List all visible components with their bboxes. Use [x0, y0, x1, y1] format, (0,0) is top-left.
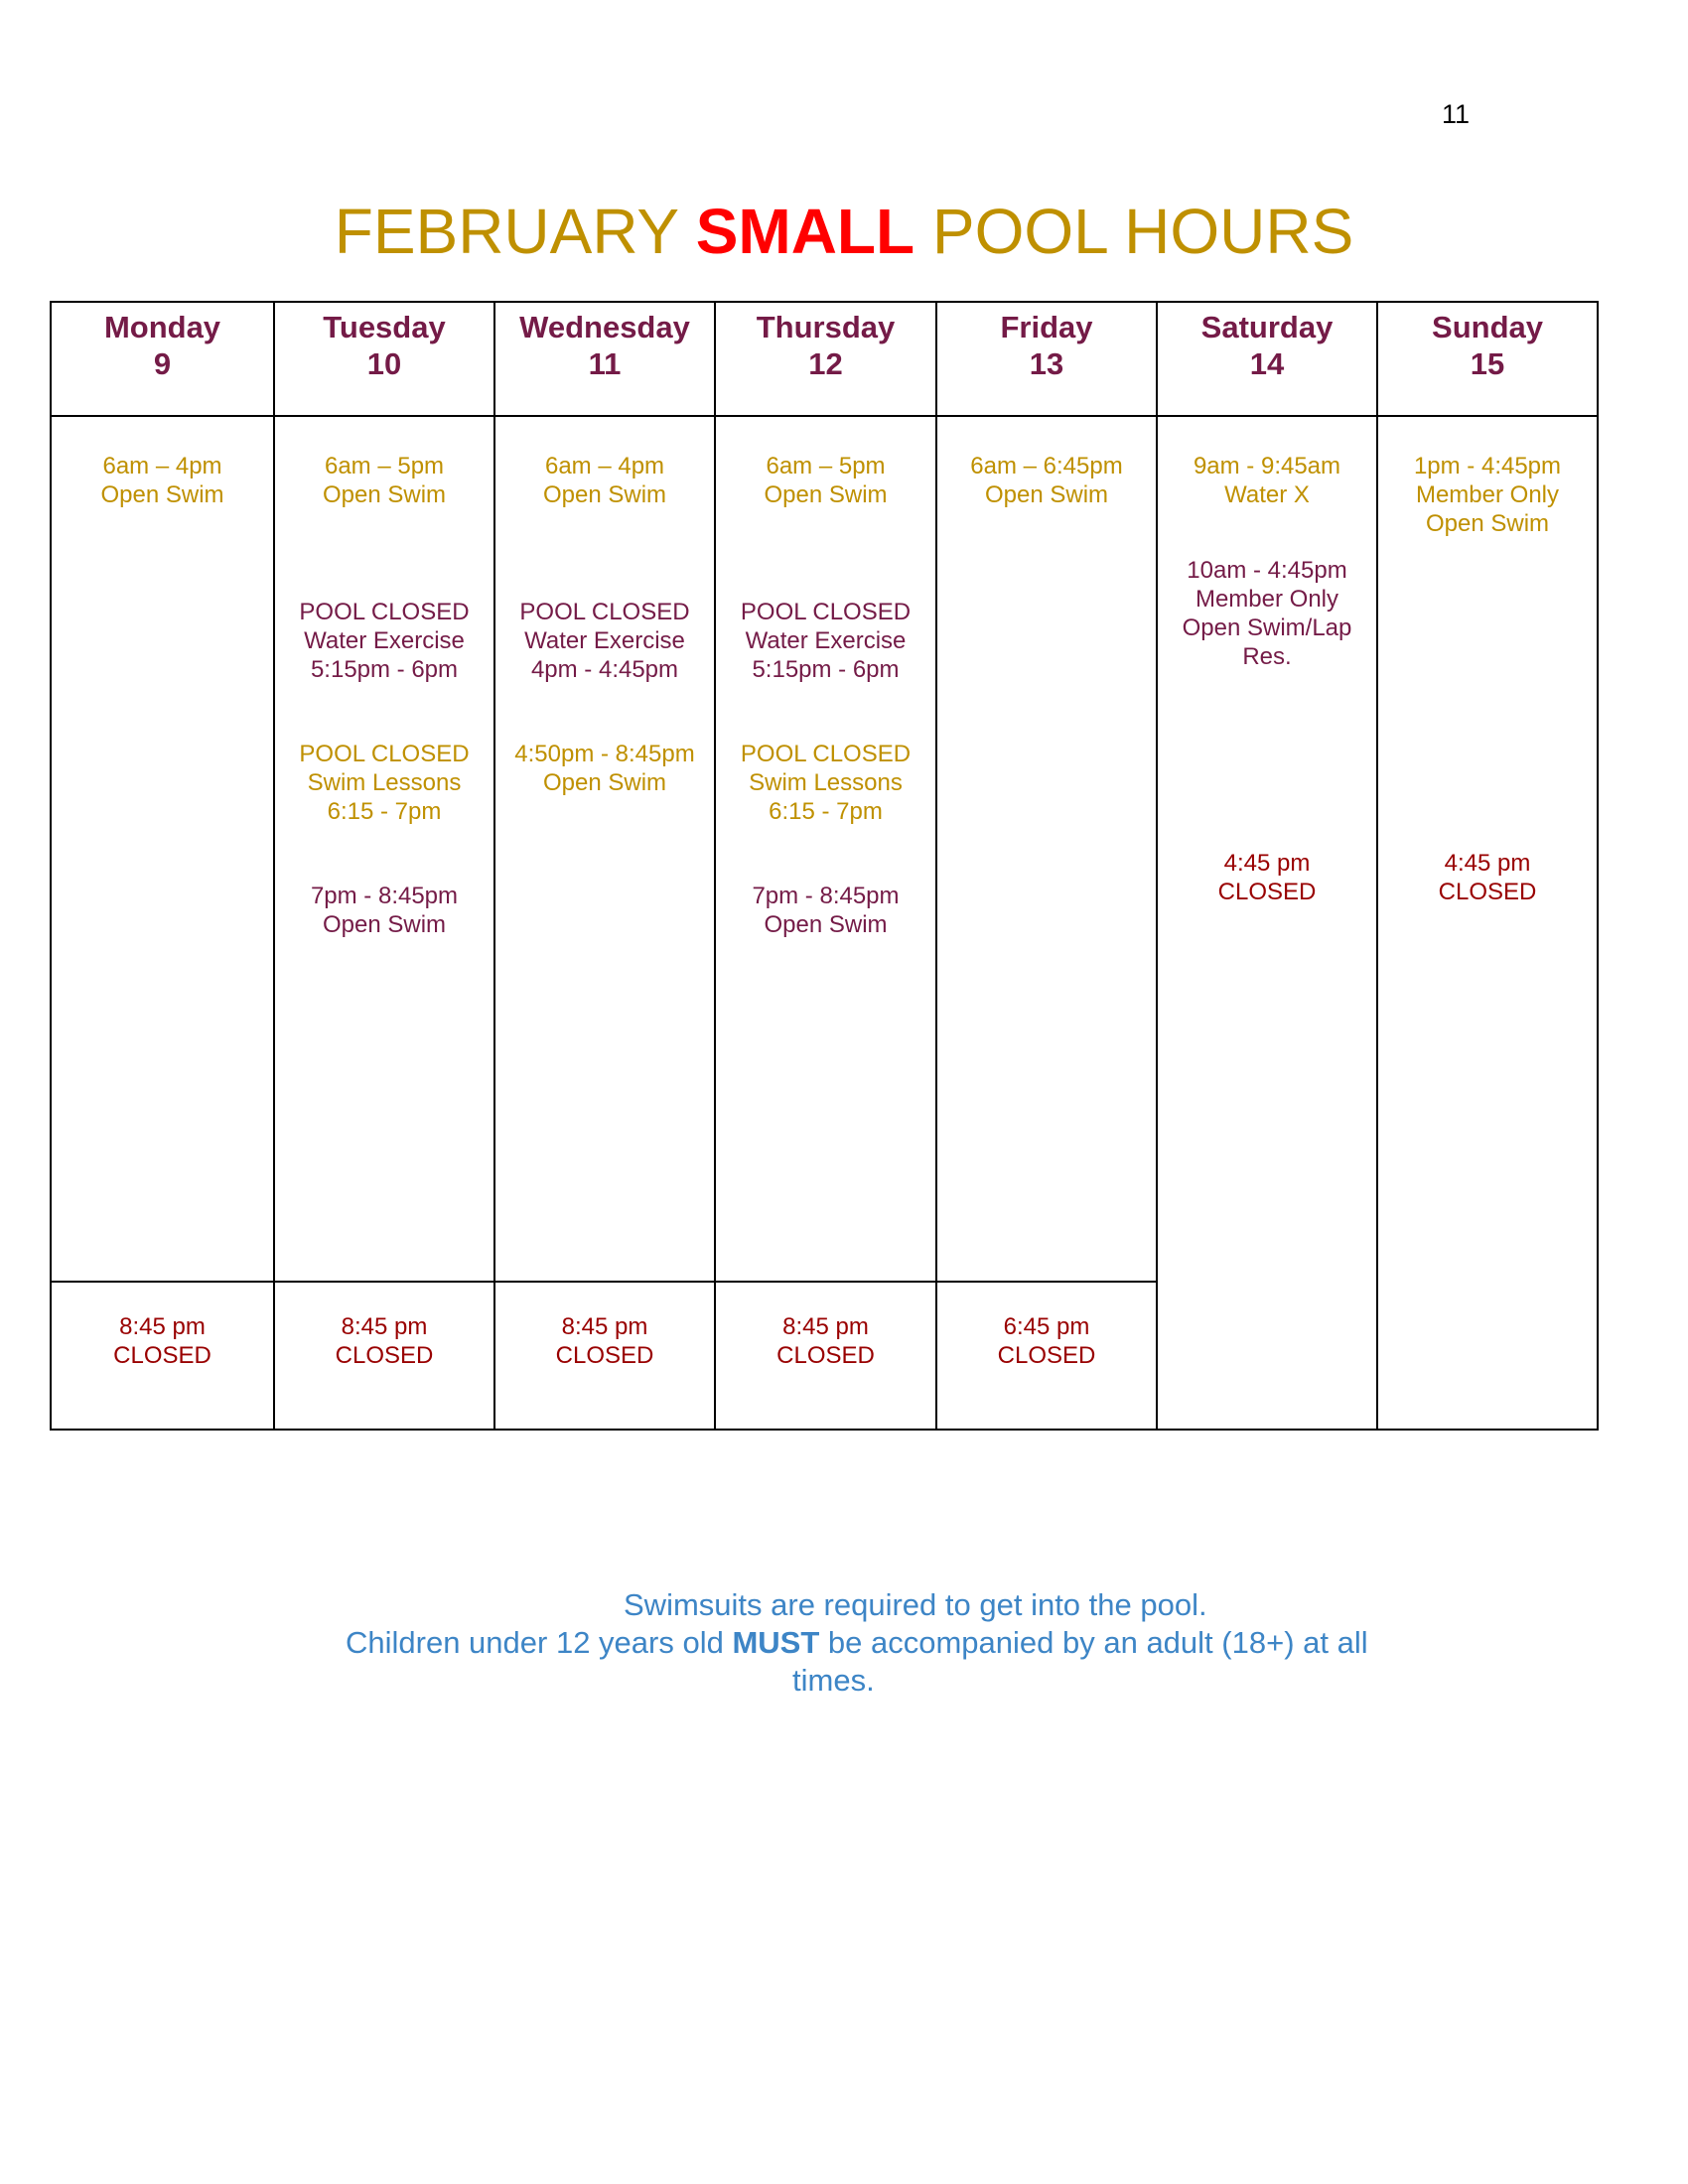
day-name: Friday: [1000, 310, 1093, 344]
day-name: Monday: [103, 310, 221, 344]
tuesday-schedule: [273, 415, 495, 1283]
day-date: 11: [588, 346, 622, 381]
schedule-block: 9am - 9:45am Water X: [1193, 453, 1341, 508]
thursday-schedule: [714, 415, 937, 1283]
header-monday: [50, 301, 275, 417]
monday-schedule: [50, 415, 275, 1283]
schedule-block: 6am – 4pm Open Swim: [100, 453, 224, 508]
header-saturday: [1156, 301, 1378, 417]
header-tuesday: [273, 301, 495, 417]
children-rule-continued: times.: [792, 1663, 875, 1698]
schedule-block: 6am – 5pm Open Swim: [322, 453, 447, 508]
header-thursday: [714, 301, 937, 417]
day-name: Thursday: [756, 310, 896, 344]
day-name: Tuesday: [323, 310, 446, 344]
tuesday-closing: [273, 1281, 495, 1431]
header-friday: [935, 301, 1158, 417]
schedule-block: 6am – 5pm Open Swim: [764, 453, 888, 508]
schedule-block: POOL CLOSED Swim Lessons 6:15 - 7pm: [299, 741, 470, 825]
day-date: 9: [153, 346, 172, 381]
schedule-table: [50, 301, 1599, 1431]
title-accent: SMALL: [695, 196, 915, 267]
wednesday-closing: [493, 1281, 716, 1431]
day-date: 10: [366, 346, 402, 381]
closing-time: 4:45 pm CLOSED: [1217, 850, 1317, 905]
schedule-block: 6am – 6:45pm Open Swim: [970, 453, 1123, 508]
closing-time: 8:45 pm CLOSED: [113, 1313, 211, 1369]
day-name: Saturday: [1200, 310, 1334, 344]
closing-time: 4:45 pm CLOSED: [1438, 850, 1537, 905]
schedule-block: POOL CLOSED Water Exercise 5:15pm - 6pm: [740, 599, 912, 683]
schedule-block: POOL CLOSED Water Exercise 4pm - 4:45pm: [519, 599, 690, 683]
schedule-block: 10am - 4:45pm Member Only Open Swim/Lap Res.: [1182, 557, 1352, 670]
closing-time: 8:45 pm CLOSED: [555, 1313, 654, 1369]
day-name: Wednesday: [519, 310, 690, 344]
title-suffix: POOL HOURS: [931, 196, 1354, 267]
schedule-block: 7pm - 8:45pm Open Swim: [752, 883, 900, 938]
closing-time: 8:45 pm CLOSED: [776, 1313, 875, 1369]
page-number: 11: [1442, 99, 1471, 129]
schedule-block: 6am – 4pm Open Swim: [542, 453, 667, 508]
page-title: [0, 195, 1688, 268]
day-date: 12: [808, 346, 843, 381]
title-prefix: FEBRUARY: [334, 196, 678, 267]
saturday-schedule: [1156, 415, 1378, 1431]
header-wednesday: [493, 301, 716, 417]
schedule-block: 4:50pm - 8:45pm Open Swim: [514, 741, 695, 796]
must-emphasis: MUST: [732, 1625, 820, 1660]
swimsuit-rule: Swimsuits are required to get into the pool.: [624, 1587, 1207, 1622]
monday-closing: [50, 1281, 275, 1431]
closing-time: 8:45 pm CLOSED: [335, 1313, 434, 1369]
sunday-schedule: [1376, 415, 1599, 1431]
schedule-block: 7pm - 8:45pm Open Swim: [310, 883, 459, 938]
wednesday-schedule: [493, 415, 716, 1283]
day-name: Sunday: [1432, 310, 1543, 344]
day-date: 13: [1029, 346, 1064, 381]
friday-schedule: [935, 415, 1158, 1283]
schedule-block: POOL CLOSED Swim Lessons 6:15 - 7pm: [740, 741, 912, 825]
friday-closing: [935, 1281, 1158, 1431]
closing-time: 6:45 pm CLOSED: [997, 1313, 1096, 1369]
schedule-block: POOL CLOSED Water Exercise 5:15pm - 6pm: [299, 599, 470, 683]
children-rule: Children under 12 years old MUST be accompanied by an adult (18+) at all: [346, 1625, 1368, 1660]
day-date: 14: [1249, 346, 1285, 381]
schedule-block: 1pm - 4:45pm Member Only Open Swim: [1413, 453, 1562, 537]
day-date: 15: [1470, 346, 1505, 381]
header-sunday: [1376, 301, 1599, 417]
thursday-closing: [714, 1281, 937, 1431]
